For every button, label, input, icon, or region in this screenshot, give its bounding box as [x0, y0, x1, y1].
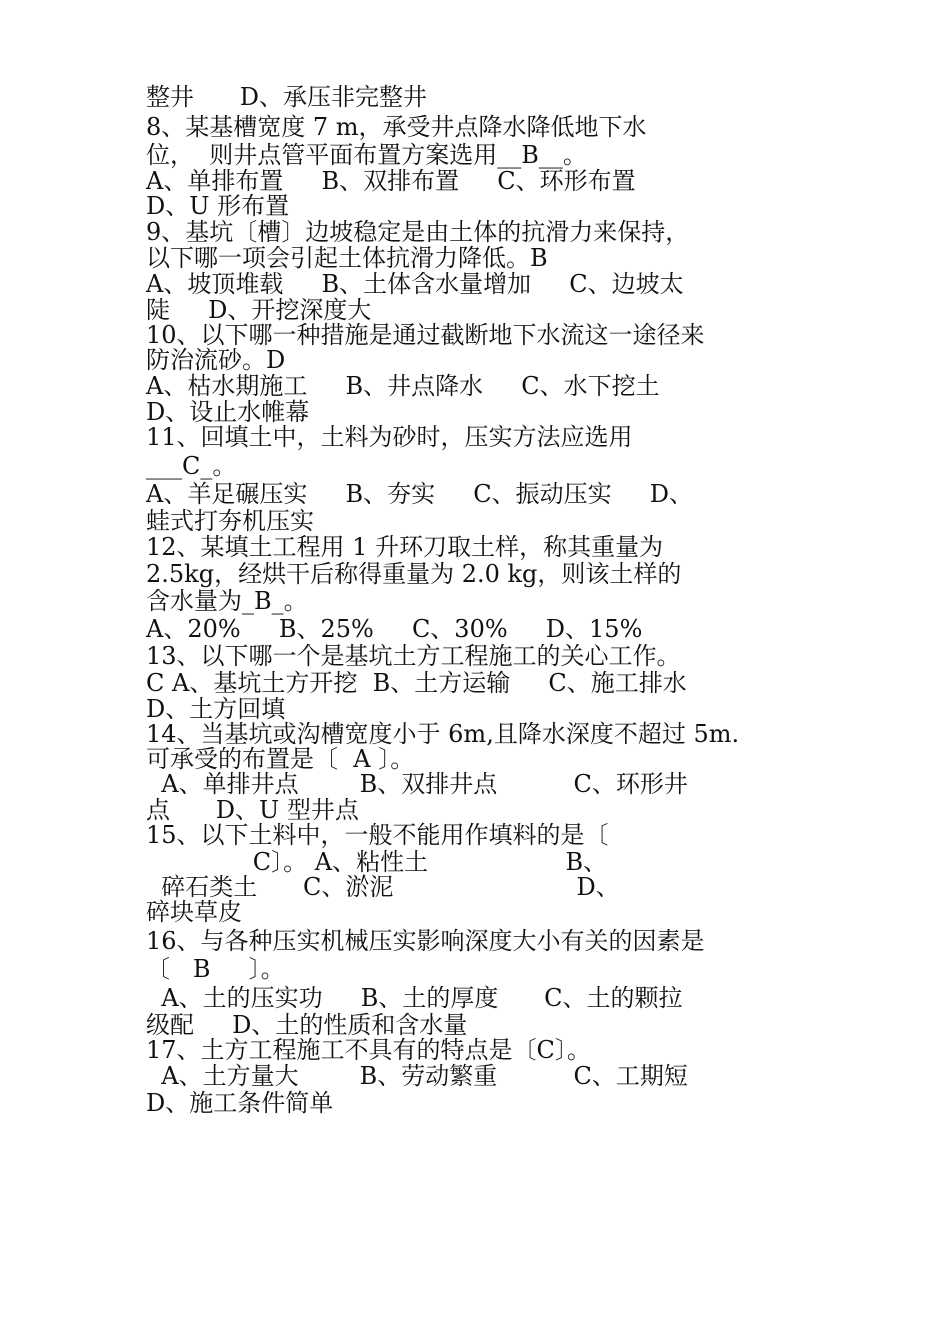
text-line: D、设止水帷幕 [146, 398, 310, 426]
text-line: 14、当基坑或沟槽宽度小于 6m,且降水深度不超过 5m. [146, 720, 740, 748]
text-line: 12、某填土工程用 1 升环刀取土样，称其重量为 [146, 533, 664, 561]
text-line: 2.5kg，经烘干后称得重量为 2.0 kg，则该土样的 [146, 560, 682, 588]
text-line: A、20% B、25% C、30% D、15% [146, 615, 643, 643]
text-line: 防治流砂。D [146, 346, 286, 374]
text-line: A、羊足碾压实 B、夯实 C、振动压实 D、 [146, 480, 694, 508]
text-line: 以下哪一项会引起土体抗滑力降低。B [146, 244, 548, 272]
text-line: 蛙式打夯机压实 [146, 507, 314, 535]
text-line: A、枯水期施工 B、井点降水 C、水下挖土 [146, 372, 660, 400]
text-line: 碎块草皮 [146, 898, 242, 926]
text-line: 陡 D、开挖深度大 [146, 296, 372, 324]
text-line: A、土方量大 B、劳动繁重 C、工期短 [146, 1062, 688, 1090]
text-line: 点 D、U 型井点 [146, 796, 359, 824]
text-line: 16、与各种压实机械压实影响深度大小有关的因素是 [146, 927, 705, 955]
text-line: A、单排井点 B、双排井点 C、环形井 [146, 770, 688, 798]
text-line: D、U 形布置 [146, 192, 290, 220]
text-line: 〔 B 〕。 [146, 955, 285, 983]
text-line: 15、以下土料中，一般不能用作填料的是〔 [146, 821, 609, 849]
text-line: ___C_。 [146, 452, 237, 480]
text-line: A、坡顶堆载 B、土体含水量增加 C、边坡太 [146, 270, 684, 298]
text-line: 8、某基槽宽度 7 m，承受井点降水降低地下水 [146, 113, 647, 141]
text-line: C A、基坑土方开挖 B、土方运输 C、施工排水 [146, 669, 687, 697]
text-line: A、单排布置 B、双排布置 C、环形布置 [146, 167, 636, 195]
text-line: D、土方回填 [146, 695, 286, 723]
text-line: 10、以下哪一种措施是通过截断地下水流这一途径来 [146, 321, 705, 349]
text-line: 13、以下哪一个是基坑土方工程施工的关心工作。 [146, 642, 681, 670]
text-line: 整井 D、承压非完整井 [146, 83, 428, 111]
text-line: 9、基坑〔槽〕边坡稳定是由土体的抗滑力来保持， [146, 218, 690, 246]
text-line: 11、回填土中，土料为砂时，压实方法应选用 [146, 423, 633, 451]
text-line: C〕。 A、粘性土 B、 [146, 848, 608, 876]
text-line: 级配 D、土的性质和含水量 [146, 1011, 468, 1039]
text-line: 位， 则井点管平面布置方案选用__B__。 [146, 141, 587, 169]
text-line: 碎石类土 C、淤泥 D、 [146, 873, 620, 901]
text-line: D、施工条件简单 [146, 1089, 334, 1117]
text-line: 17、土方工程施工不具有的特点是〔C〕。 [146, 1036, 591, 1064]
text-line: A、土的压实功 B、土的厚度 C、土的颗拉 [146, 984, 683, 1012]
text-line: 可承受的布置是〔 A 〕。 [146, 745, 415, 773]
text-line: 含水量为_B_。 [146, 587, 308, 615]
